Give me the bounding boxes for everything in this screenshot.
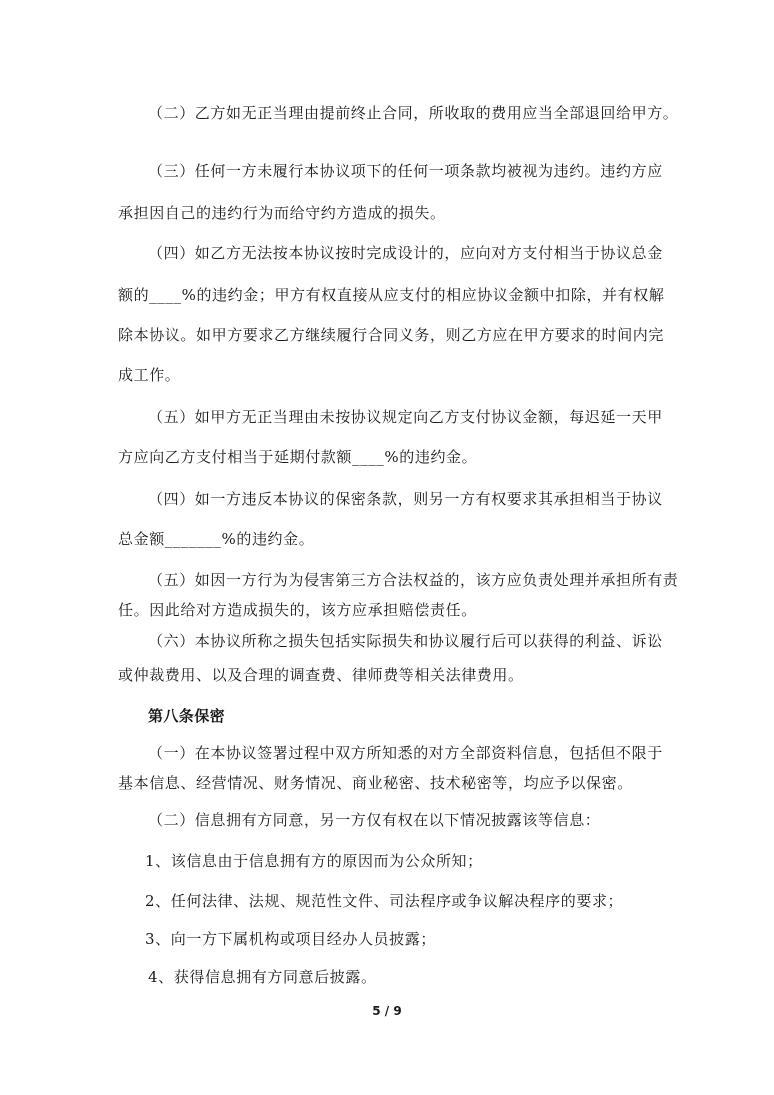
paragraph-line: 总金额_______%的违约金。: [118, 530, 315, 548]
list-item: 3、向一方下属机构或项目经办人员披露；: [145, 930, 436, 948]
paragraph-line: （四）如乙方无法按本协议按时完成设计的，应向对方支付相当于协议总金: [148, 244, 663, 262]
paragraph-line: （二）信息拥有方同意，另一方仅有权在以下情况披露该等信息：: [148, 811, 601, 829]
paragraph-line: （四）如一方违反本协议的保密条款，则另一方有权要求其承担相当于协议: [148, 490, 663, 508]
paragraph-line: 额的____%的违约金；甲方有权直接从应支付的相应协议金额中扣除，并有权解: [118, 286, 665, 304]
page-number: 5 / 9: [372, 1004, 402, 1018]
paragraph-line: 方应向乙方支付相当于延期付款额____%的违约金。: [118, 448, 478, 466]
paragraph-line: 基本信息、经营情况、财务情况、商业秘密、技术秘密等，均应予以保密。: [118, 774, 633, 792]
paragraph-line: （一）在本协议签署过程中双方所知悉的对方全部资料信息，包括但不限于: [148, 744, 663, 762]
paragraph-line: （五）如甲方无正当理由未按协议规定向乙方支付协议金额，每迟延一天甲: [148, 408, 663, 426]
paragraph-line: 成工作。: [118, 366, 181, 384]
paragraph-line: 承担因自己的违约行为而给守约方造成的损失。: [118, 204, 446, 222]
paragraph-line: （二）乙方如无正当理由提前终止合同，所收取的费用应当全部退回给甲方。: [148, 104, 679, 122]
list-item: 4、获得信息拥有方同意后披露。: [148, 968, 377, 986]
paragraph-line: 除本协议。如甲方要求乙方继续履行合同义务，则乙方应在甲方要求的时间内完: [118, 326, 665, 344]
section-heading: 第八条保密: [148, 707, 226, 725]
paragraph-line: 任。因此给对方造成损失的，该方应承担赔偿责任。: [118, 601, 477, 619]
paragraph-line: 或仲裁费用、以及合理的调查费、律师费等相关法律费用。: [118, 666, 524, 684]
list-item: 2、任何法律、法规、规范性文件、司法程序或争议解决程序的要求；: [145, 892, 624, 910]
paragraph-line: （五）如因一方行为为侵害第三方合法权益的，该方应负责处理并承担所有责: [148, 571, 679, 589]
paragraph-line: （三）任何一方未履行本协议项下的任何一项条款均被视为违约。违约方应: [148, 162, 663, 180]
paragraph-line: （六）本协议所称之损失包括实际损失和协议履行后可以获得的利益、诉讼: [148, 632, 663, 650]
list-item: 1、该信息由于信息拥有方的原因而为公众所知；: [145, 852, 483, 870]
